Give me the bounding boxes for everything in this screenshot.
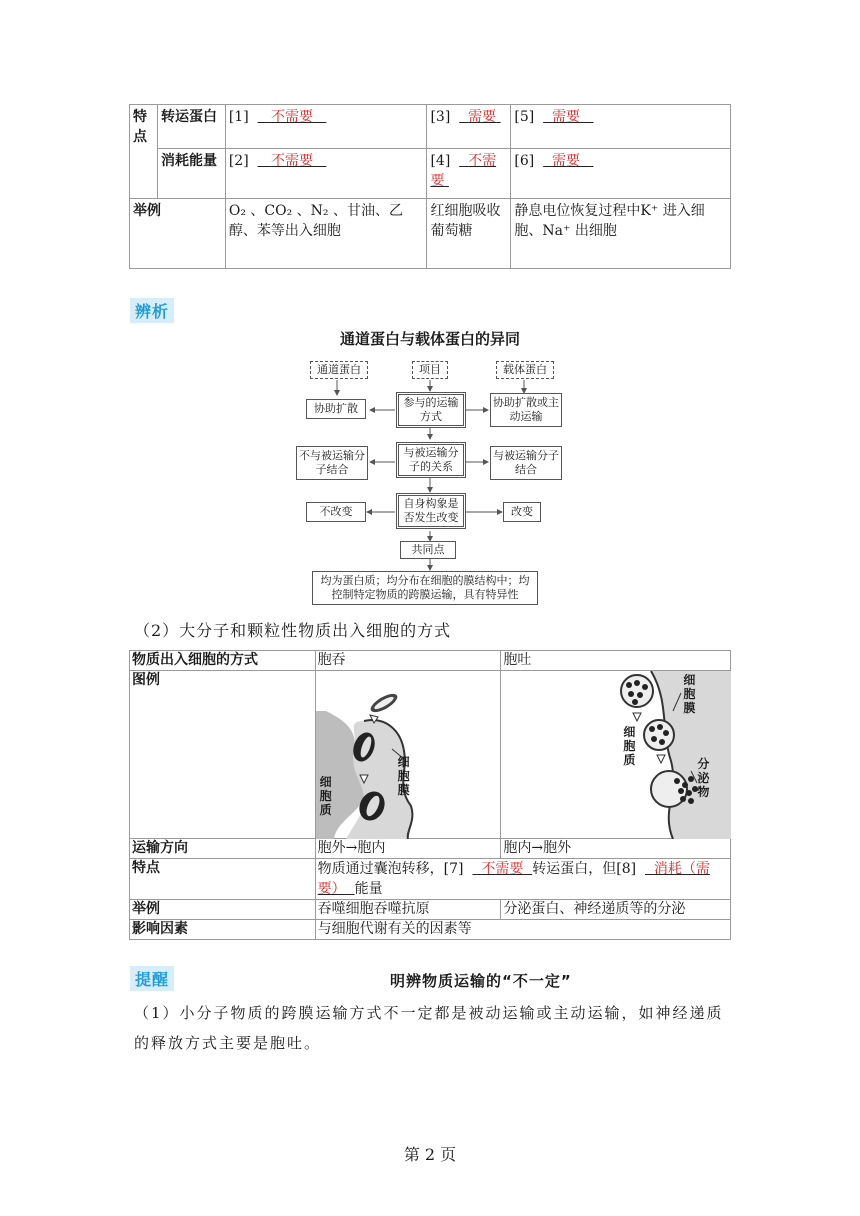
answer-8: 消耗（需要） <box>317 861 710 897</box>
answer-3: 需要 <box>468 109 497 125</box>
cell-4: [4] 不需要 <box>427 149 511 199</box>
endo-membrane-label: 细胞膜 <box>397 755 410 797</box>
factor-text: 与细胞代谢有关的因素等 <box>315 920 730 940</box>
answer-7: 不需要 <box>481 861 524 877</box>
channel-binding: 不与被运输分子结合 <box>296 446 368 480</box>
item-transport-mode: 参与的运输方式 <box>396 392 466 428</box>
example-passive: O₂ 、CO₂ 、N₂ 、甘油、乙醇、苯等出入细胞 <box>225 199 427 269</box>
answer-2: 不需要 <box>270 153 313 169</box>
cell-3: [3] 需要 <box>427 105 511 149</box>
item-head: 项目 <box>412 361 448 379</box>
transport-comparison-table <box>129 104 731 269</box>
common-point-text: 均为蛋白质；均分布在细胞的膜结构中；均控制特定物质的跨膜运输，具有特异性 <box>312 571 538 605</box>
endocytosis-figure <box>315 671 501 839</box>
item-binding: 与被运输分子的关系 <box>396 442 466 478</box>
cell-5: [5] 需要 <box>511 105 731 149</box>
header-method: 物质出入细胞的方式 <box>130 651 316 671</box>
direction-exo: 胞内→胞外 <box>501 839 731 859</box>
example-active: 静息电位恢复过程中K⁺ 进入细胞、Na⁺ 出细胞 <box>511 199 731 269</box>
example-exo: 分泌蛋白、神经递质等的分泌 <box>501 900 731 920</box>
channel-protein-head: 通道蛋白 <box>310 361 368 379</box>
exo-secretion-label: 分泌物 <box>697 757 710 799</box>
cell-6: [6] 需要 <box>511 149 731 199</box>
answer-4: 不需要 <box>430 153 497 189</box>
example-endo: 吞噬细胞吞噬抗原 <box>315 900 501 920</box>
example-facilitated: 红细胞吸收葡萄糖 <box>427 199 511 269</box>
macromolecule-transport-table <box>129 650 731 940</box>
direction-endo: 胞外→胞内 <box>315 839 501 859</box>
feature-header: 特点 <box>130 105 158 199</box>
answer-5: 需要 <box>552 109 581 125</box>
cell-1: [1] 不需要 <box>225 105 427 149</box>
row-label-example: 举例 <box>130 199 226 269</box>
carrier-binding: 与被运输分子结合 <box>490 446 562 480</box>
reminder-paragraph: （1）小分子物质的跨膜运输方式不一定都是被动运输或主动运输，如神经递质的释放方式主要是胞吐。 <box>134 1004 724 1052</box>
reminder-tag: 提醒 <box>130 966 174 991</box>
channel-transport-mode: 协助扩散 <box>306 399 366 419</box>
cell-2: [2] 不需要 <box>225 149 427 199</box>
diagram-title: 通道蛋白与载体蛋白的异同 <box>339 330 520 348</box>
carrier-conformation: 改变 <box>503 502 541 522</box>
exo-cytoplasm-label: 细胞质 <box>623 725 636 767</box>
example-label: 举例 <box>130 900 316 920</box>
common-point-box: 共同点 <box>400 541 456 559</box>
exo-membrane-label: 细胞膜 <box>683 673 696 715</box>
row-label-energy: 消耗能量 <box>157 149 225 199</box>
exocytosis-figure <box>501 671 731 839</box>
answer-1: 不需要 <box>270 109 313 125</box>
direction-label: 运输方向 <box>130 839 316 859</box>
page-number: 第 2 页 <box>403 1145 457 1164</box>
reminder-title: 明辨物质运输的“不一定” <box>390 972 572 990</box>
header-endocytosis: 胞吞 <box>315 651 501 671</box>
figure-label: 图例 <box>130 671 316 839</box>
analysis-tag: 辨析 <box>130 298 174 323</box>
carrier-protein-head: 载体蛋白 <box>496 361 554 379</box>
factor-label: 影响因素 <box>130 920 316 940</box>
answer-6: 需要 <box>552 153 581 169</box>
carrier-transport-mode: 协助扩散或主动运输 <box>490 393 562 427</box>
section2-heading: （2）大分子和颗粒性物质出入细胞的方式 <box>134 621 452 640</box>
row-label-transporter: 转运蛋白 <box>157 105 225 149</box>
item-conformation: 自身构象是否发生改变 <box>396 493 466 529</box>
endo-cytoplasm-label: 细胞质 <box>319 775 332 817</box>
feature-label: 特点 <box>130 859 316 900</box>
header-exocytosis: 胞吐 <box>501 651 731 671</box>
feature-text: 物质通过囊泡转移，[7] 不需要 转运蛋白，但[8] 消耗（需要） 能量 <box>315 859 730 900</box>
channel-conformation: 不改变 <box>306 502 366 522</box>
